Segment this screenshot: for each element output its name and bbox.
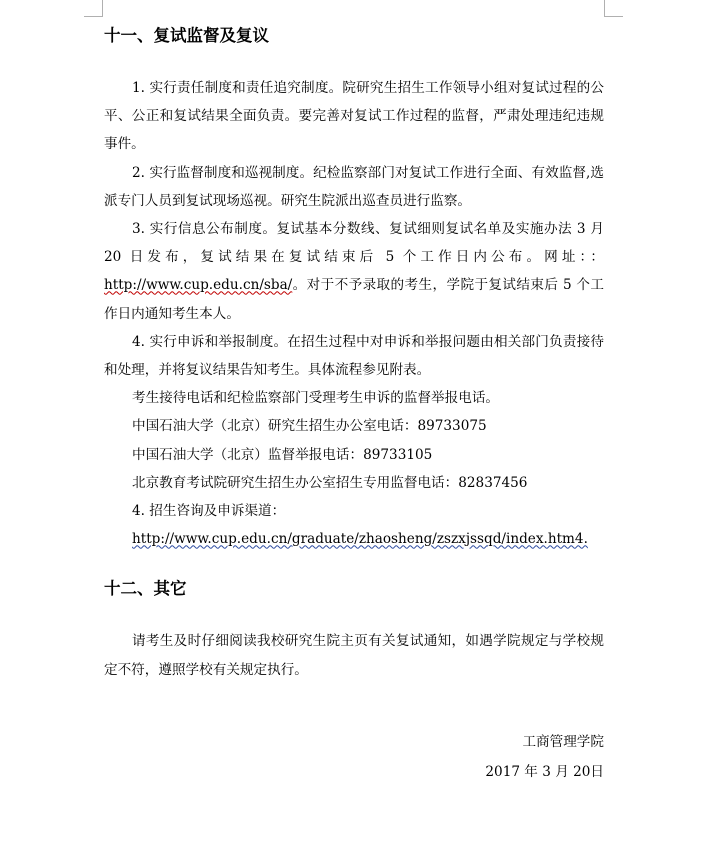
item-3-tail: 。对于不予录取的考生，学院于复试结束后 5 个工作日内通知考生本人。 <box>104 277 604 322</box>
page-corner-mark-left <box>84 0 103 17</box>
phone-supervision: 中国石油大学（北京）监督举报电话：89733105 <box>132 446 433 463</box>
paragraph-item-1: 1. 实行责任制度和责任追究制度。院研究生招生工作领导小组对复试过程的公平、公正和复试结果全面负责。要完善对复试工作过程的监督，严肃处理违纪违规事件。 <box>104 80 604 153</box>
section-12-body: 请考生及时仔细阅读我校研究生院主页有关复试通知，如遇学院规定与学校规定不符，遵照学校有关规定执行。 <box>104 633 604 678</box>
paragraph-item-4: 4. 实行申诉和举报制度。在招生过程中对申诉和举报问题由相关部门负责接待和处理，并将复议结果告知考生。具体流程参见附表。 <box>104 333 604 379</box>
page-corner-mark-right <box>604 0 623 17</box>
section-12-heading: 十二、其它 <box>104 579 187 599</box>
channel-url-line <box>104 525 604 553</box>
signature-org: 工商管理学院 <box>522 733 604 750</box>
channel-label: 4. 招生咨询及申诉渠道： <box>132 503 286 520</box>
document-body <box>104 20 604 786</box>
sba-url-link[interactable]: http://www.cup.edu.cn/sba/ <box>104 277 293 294</box>
section-11-heading: 十一、复试监督及复议 <box>104 26 269 45</box>
signature-date: 2017 年 3 月 20日 <box>485 764 604 781</box>
paragraph-item-3 <box>104 215 604 328</box>
phones-intro: 考生接待电话和纪检监察部门受理考生申诉的监督举报电话。 <box>132 390 500 407</box>
phone-admissions-office: 中国石油大学（北京）研究生招生办公室电话：89733075 <box>132 418 487 435</box>
item-3-text: 3. 实行信息公布制度。复试基本分数线、复试细则复试名单及实施办法 3 月 20 日发布，复试结果在复试结束后 5 个工作日内公布。网址：： <box>104 221 604 266</box>
phone-exam-authority: 北京教育考试院研究生招生办公室招生专用监督电话：82837456 <box>132 474 528 491</box>
paragraph-item-2: 2. 实行监督制度和巡视制度。纪检监察部门对复试工作进行全面、有效监督,选派专门人员到复试现场巡视。研究生院派出巡查员进行监察。 <box>104 164 604 209</box>
graduate-url-link[interactable]: http://www.cup.edu.cn/graduate/zhaosheng/zszxjssqd/index.htm4. <box>132 531 588 548</box>
